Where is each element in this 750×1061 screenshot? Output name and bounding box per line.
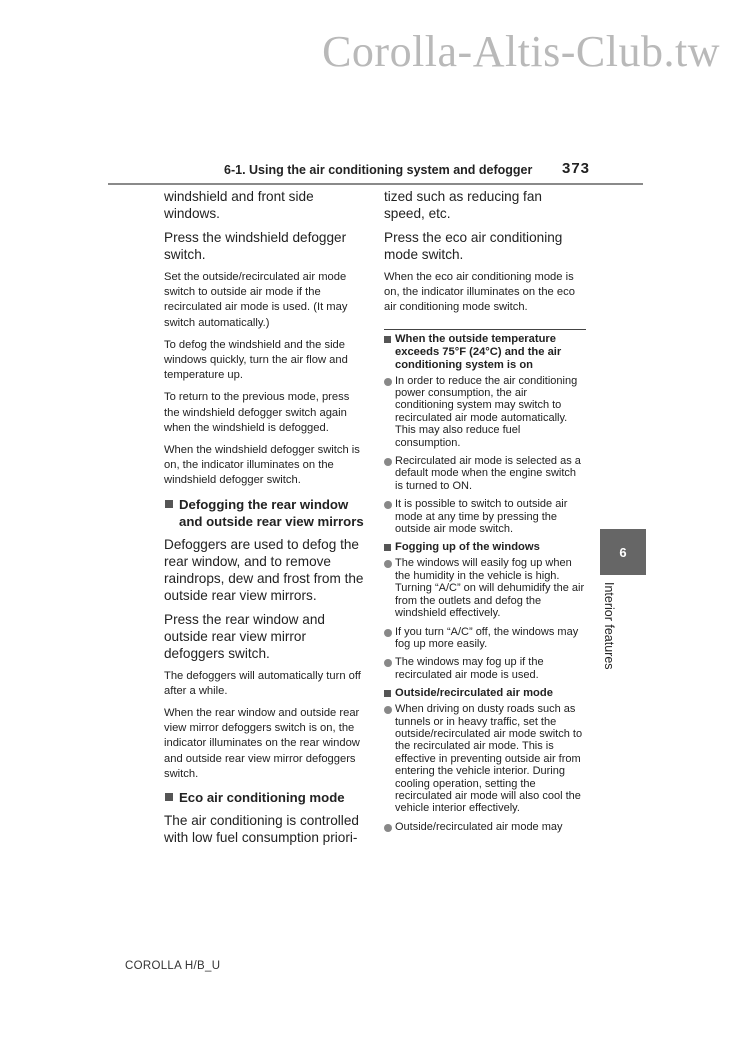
watermark: Corolla-Altis-Club.tw (322, 27, 720, 76)
header-rule (108, 183, 643, 185)
section-heading-rear-defogger (164, 496, 364, 530)
chapter-tab-label-text: Interior features (602, 582, 616, 670)
bullet-text: If you turn “A/C” off, the windows may fog up more easily. (395, 625, 579, 650)
bullet-dot-icon (384, 659, 392, 667)
bullet-item (384, 821, 586, 833)
section-heading-text: Eco air conditioning mode (179, 790, 345, 806)
left-column (164, 188, 364, 853)
bullet-item (384, 455, 586, 492)
square-bullet-icon (165, 500, 173, 508)
bullet-dot-icon (384, 824, 392, 832)
footer-model: COROLLA H/B_U (125, 960, 221, 972)
bullet-text: The windows will easily fog up when the humidity in the vehicle is high. Turning “A/C” on will dehumidify the air from the outlets and defog the windshield effectively. (395, 557, 585, 620)
note-heading-fogging (384, 541, 586, 554)
bullet-text: Recirculated air mode is selected as a default mode when the engine switch is turned to ON. (395, 455, 581, 492)
bullet-item (384, 375, 586, 449)
paragraph: Press the windshield defogger switch. (164, 230, 347, 262)
square-bullet-icon (384, 690, 391, 697)
bullet-text: Outside/recirculated air mode may (395, 820, 563, 833)
paragraph: The defoggers will automatically turn off after a while. (164, 669, 361, 697)
bullet-text: In order to reduce the air conditioning power consumption, the air conditioning system may switch to recirculated air mode automatically. This may also reduce fuel consumption. (395, 374, 578, 449)
bullet-item (384, 656, 586, 681)
chapter-tab-number: 6 (600, 529, 646, 575)
paragraph: Press the eco air conditioning mode switch. (384, 230, 563, 262)
square-bullet-icon (384, 544, 391, 551)
right-column (384, 188, 586, 839)
note-heading-text: When the outside temperature exceeds 75°F (24°C) and the air conditioning system is on (395, 332, 562, 371)
square-bullet-icon (165, 793, 173, 801)
bullet-dot-icon (384, 629, 392, 637)
section-title: 6-1. Using the air conditioning system and defogger (224, 163, 533, 177)
paragraph: The air conditioning is controlled with low fuel consumption priori- (164, 813, 359, 846)
bullet-dot-icon (384, 501, 392, 509)
bullet-dot-icon (384, 458, 392, 466)
section-heading-text: Defogging the rear window and outside rear view mirrors (179, 496, 364, 529)
paragraph: Press the rear window and outside rear view mirror defoggers switch. (164, 611, 325, 661)
bullet-item (384, 703, 586, 815)
square-bullet-icon (384, 336, 391, 343)
bullet-item (384, 557, 586, 619)
bullet-dot-icon (384, 378, 392, 386)
paragraph: To return to the previous mode, press the windshield defogger switch again when the windshield is defogged. (164, 391, 350, 434)
note-heading-text: Fogging up of the windows (395, 541, 540, 554)
paragraph: Set the outside/recirculated air mode switch to outside air mode if the recirculated air mode is used. (It may switch automatically.) (164, 271, 348, 329)
note-heading-temperature (384, 333, 586, 372)
paragraph: tized such as reducing fan speed, etc. (384, 189, 542, 221)
bullet-text: The windows may fog up if the recirculated air mode is used. (395, 656, 544, 681)
paragraph: Defoggers are used to defog the rear window, and to remove raindrops, dew and frost from the outside rear view mirrors. (164, 536, 364, 603)
bullet-dot-icon (384, 560, 392, 568)
paragraph: When the windshield defogger switch is on, the indicator illuminates on the windshield defogger switch. (164, 444, 360, 487)
bullet-item (384, 626, 586, 651)
paragraph: windshield and front side windows. (164, 189, 314, 221)
bullet-text: When driving on dusty roads such as tunnels or in heavy traffic, set the outside/recirculated air mode switch to the recirculated air mode. This is effective in preventing outside air from entering the vehicle interior. During cooling operation, setting the recirculated air mode will also cool the vehicle interior effectively. (395, 703, 583, 815)
bullet-text: It is possible to switch to outside air mode at any time by pressing the outside air mode switch. (395, 498, 568, 536)
paragraph: When the rear window and outside rear view mirror defoggers switch is on, the indicator illuminates on the rear window and outside rear view mirror defoggers switch. (164, 707, 360, 780)
note-heading-air-mode (384, 687, 586, 700)
paragraph: When the eco air conditioning mode is on, the indicator illuminates on the eco air conditioning mode switch. (384, 271, 575, 314)
chapter-tab-label (603, 582, 617, 682)
section-heading-eco-mode (164, 789, 364, 806)
page-number: 373 (562, 160, 591, 177)
bullet-dot-icon (384, 706, 392, 714)
notes-divider (384, 329, 586, 330)
bullet-item (384, 498, 586, 535)
paragraph: To defog the windshield and the side windows quickly, turn the air flow and temperature up. (164, 338, 348, 382)
note-heading-text: Outside/recirculated air mode (395, 687, 553, 700)
